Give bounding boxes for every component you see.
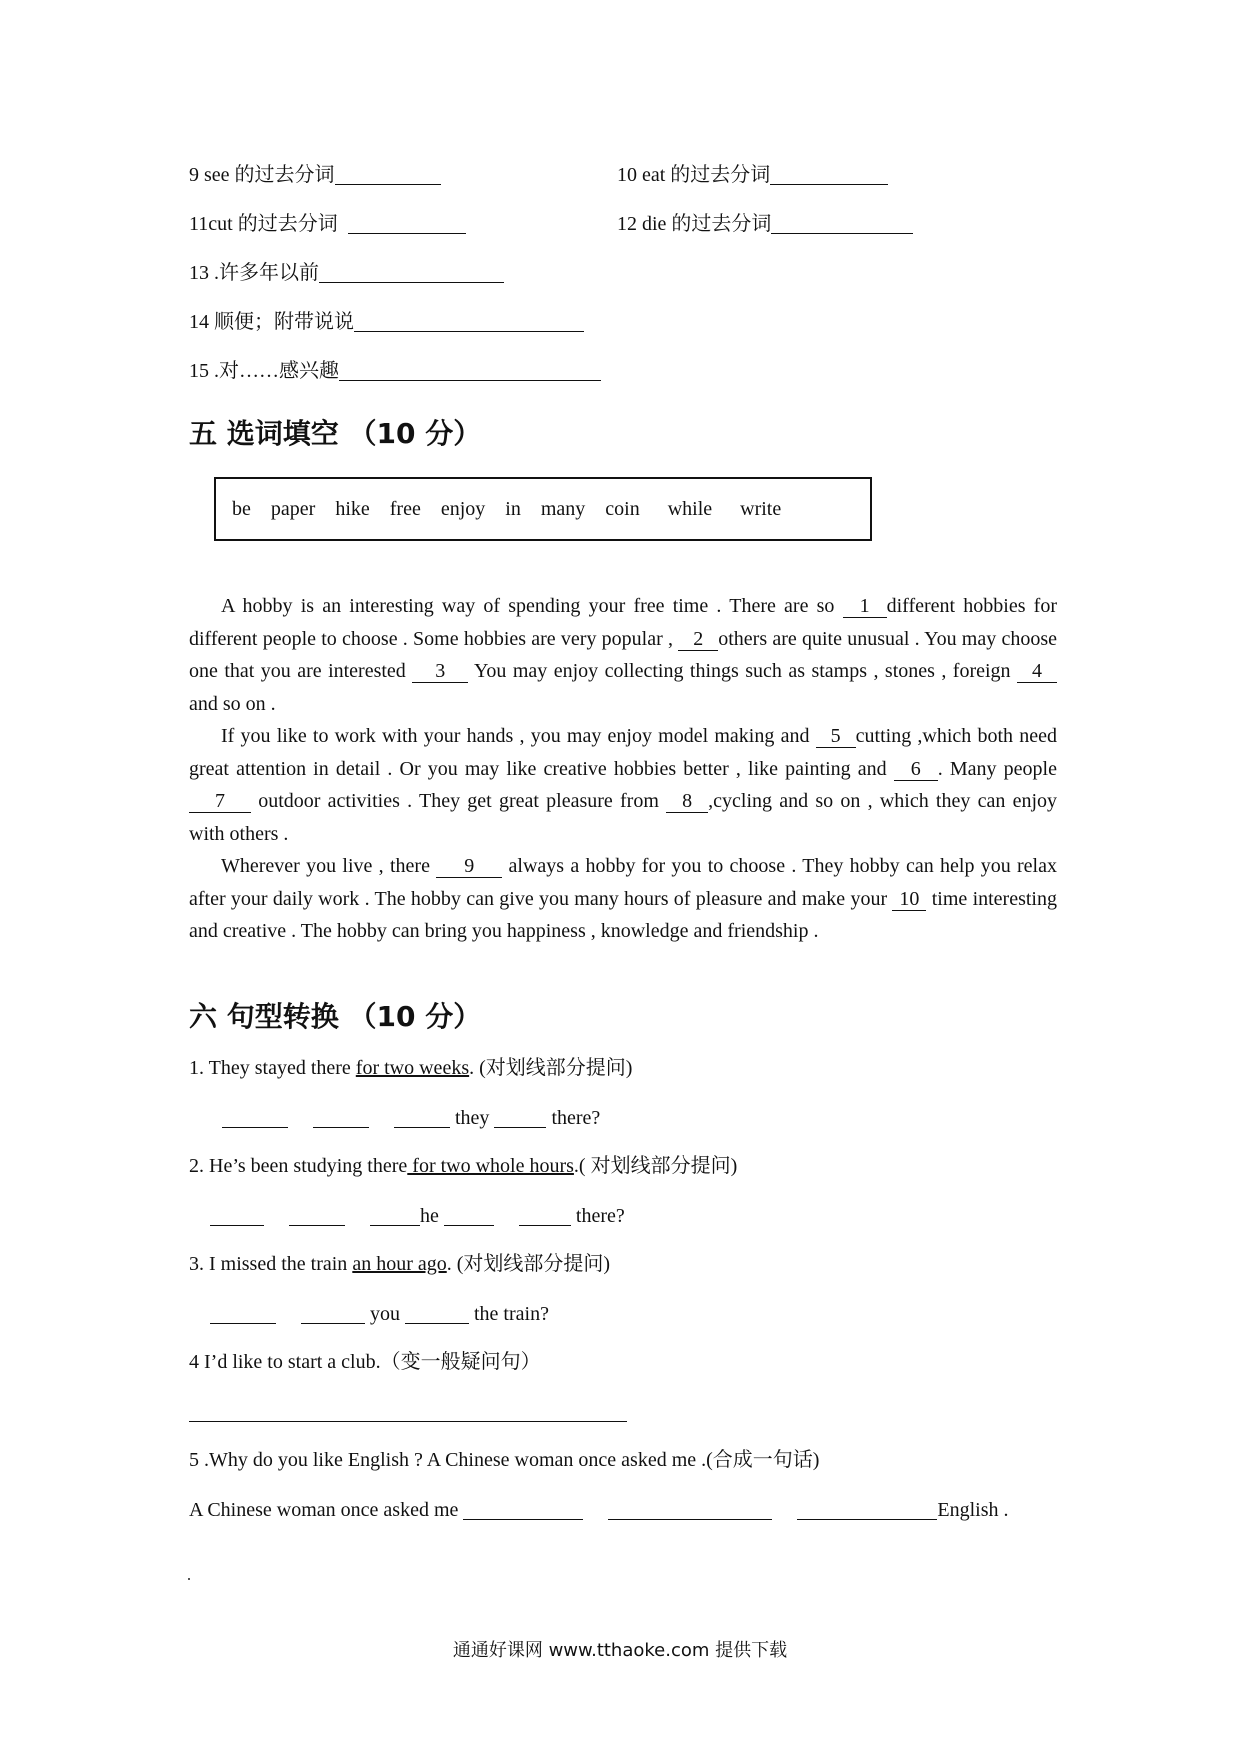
blank-10[interactable]: 10 bbox=[892, 888, 926, 911]
answer-blank[interactable] bbox=[463, 1499, 583, 1520]
word-bank-item: coin bbox=[605, 497, 640, 520]
scan-mark bbox=[188, 1578, 190, 1580]
question-1: 1. They stayed there for two weeks. (对划线部分提问) bbox=[189, 1057, 633, 1079]
vocab-item-10: 10 eat 的过去分词 bbox=[617, 164, 888, 185]
blank-1[interactable]: 1 bbox=[843, 595, 887, 618]
question-5: 5 .Why do you like English ? A Chinese woman once asked me .(合成一句话) bbox=[189, 1449, 820, 1471]
answer-line-4 bbox=[189, 1401, 627, 1422]
answer-line-5: A Chinese woman once asked me English . bbox=[189, 1499, 1009, 1521]
answer-line-1: they there? bbox=[222, 1107, 600, 1128]
answer-blank[interactable] bbox=[289, 1205, 345, 1226]
blank-7[interactable]: 7 bbox=[189, 790, 251, 813]
word-bank-item: hike bbox=[335, 497, 370, 520]
blank-8[interactable]: 8 bbox=[666, 790, 708, 813]
answer-blank[interactable] bbox=[797, 1499, 937, 1520]
vocab-item-9: 9 see 的过去分词 bbox=[189, 164, 441, 185]
answer-blank[interactable] bbox=[319, 262, 504, 283]
answer-blank[interactable] bbox=[519, 1205, 571, 1226]
question-3: 3. I missed the train an hour ago. (对划线部分提问) bbox=[189, 1253, 611, 1275]
answer-blank[interactable] bbox=[189, 1401, 627, 1422]
question-4: 4 I’d like to start a club.（变一般疑问句） bbox=[189, 1351, 541, 1373]
blank-2[interactable]: 2 bbox=[678, 628, 718, 651]
word-bank bbox=[214, 477, 872, 541]
blank-5[interactable]: 5 bbox=[816, 725, 856, 748]
word-bank-item: write bbox=[740, 497, 782, 520]
answer-blank[interactable] bbox=[210, 1205, 264, 1226]
word-bank-item: free bbox=[389, 497, 421, 520]
answer-blank[interactable] bbox=[210, 1303, 276, 1324]
blank-4[interactable]: 4 bbox=[1017, 660, 1057, 683]
word-bank-item: enjoy bbox=[440, 497, 486, 520]
answer-blank[interactable] bbox=[301, 1303, 365, 1324]
answer-blank[interactable] bbox=[771, 213, 913, 234]
answer-blank[interactable] bbox=[335, 164, 441, 185]
answer-line-2: he there? bbox=[210, 1205, 625, 1226]
vocab-item-14: 14 顺便；附带说说 bbox=[189, 311, 584, 332]
word-bank-item: while bbox=[667, 497, 713, 520]
answer-blank[interactable] bbox=[370, 1205, 420, 1226]
word-bank-item: in bbox=[505, 497, 521, 520]
blank-6[interactable]: 6 bbox=[894, 758, 938, 781]
passage-paragraph-3: Wherever you live , there 9 always a hobby for you to choose . They hobby can help you relax after your daily work . The hobby can give you many hours of pleasure and make your 10 time interesting and creative . The hobby can bring you happiness , knowledge and friendship . bbox=[189, 855, 1057, 942]
answer-blank[interactable] bbox=[405, 1303, 469, 1324]
word-bank-item: be bbox=[232, 497, 251, 520]
section-6-title: 六 句型转换 （10 分） bbox=[189, 1000, 482, 1033]
question-2: 2. He’s been studying there for two whole hours.( 对划线部分提问) bbox=[189, 1155, 738, 1177]
answer-blank[interactable] bbox=[770, 164, 888, 185]
word-bank-item: many bbox=[540, 497, 586, 520]
passage-paragraph-2: If you like to work with your hands , you may enjoy model making and 5 cutting ,which both need great attention in detail . Or you may like creative hobbies better , like painting and 6 . Many people 7 outdoor activities . They get great pleasure from 8 ,cycling and so on , which they can enjoy with others . bbox=[189, 725, 1058, 845]
vocab-item-12: 12 die 的过去分词 bbox=[617, 213, 913, 234]
answer-blank[interactable] bbox=[313, 1107, 369, 1128]
passage-paragraph-1: A hobby is an interesting way of spending your free time . There are so 1 different hobbies for different people to choose . Some hobbies are very popular , 2 others are quite unusual . You may choose one that you are interested 3 You may enjoy collecting things such as stamps , stones , foreign 4and so on . bbox=[189, 595, 1058, 715]
answer-blank[interactable] bbox=[339, 360, 601, 381]
answer-blank[interactable] bbox=[394, 1107, 450, 1128]
answer-blank[interactable] bbox=[608, 1499, 772, 1520]
blank-3[interactable]: 3 bbox=[412, 660, 468, 683]
vocab-item-11: 11cut 的过去分词 bbox=[189, 213, 466, 234]
answer-blank[interactable] bbox=[444, 1205, 494, 1226]
section-5-title: 五 选词填空 （10 分） bbox=[189, 417, 482, 450]
vocab-item-15: 15 .对……感兴趣 bbox=[189, 360, 601, 381]
answer-blank[interactable] bbox=[354, 311, 584, 332]
answer-blank[interactable] bbox=[222, 1107, 288, 1128]
word-bank-item: paper bbox=[270, 497, 316, 520]
answer-blank[interactable] bbox=[494, 1107, 546, 1128]
answer-line-3: you the train? bbox=[210, 1303, 549, 1324]
blank-9[interactable]: 9 bbox=[436, 855, 502, 878]
answer-blank[interactable] bbox=[348, 213, 466, 234]
footer-credit: 通通好课网 www.tthaoke.com 提供下载 bbox=[452, 1640, 788, 1661]
vocab-item-13: 13 .许多年以前 bbox=[189, 262, 504, 283]
